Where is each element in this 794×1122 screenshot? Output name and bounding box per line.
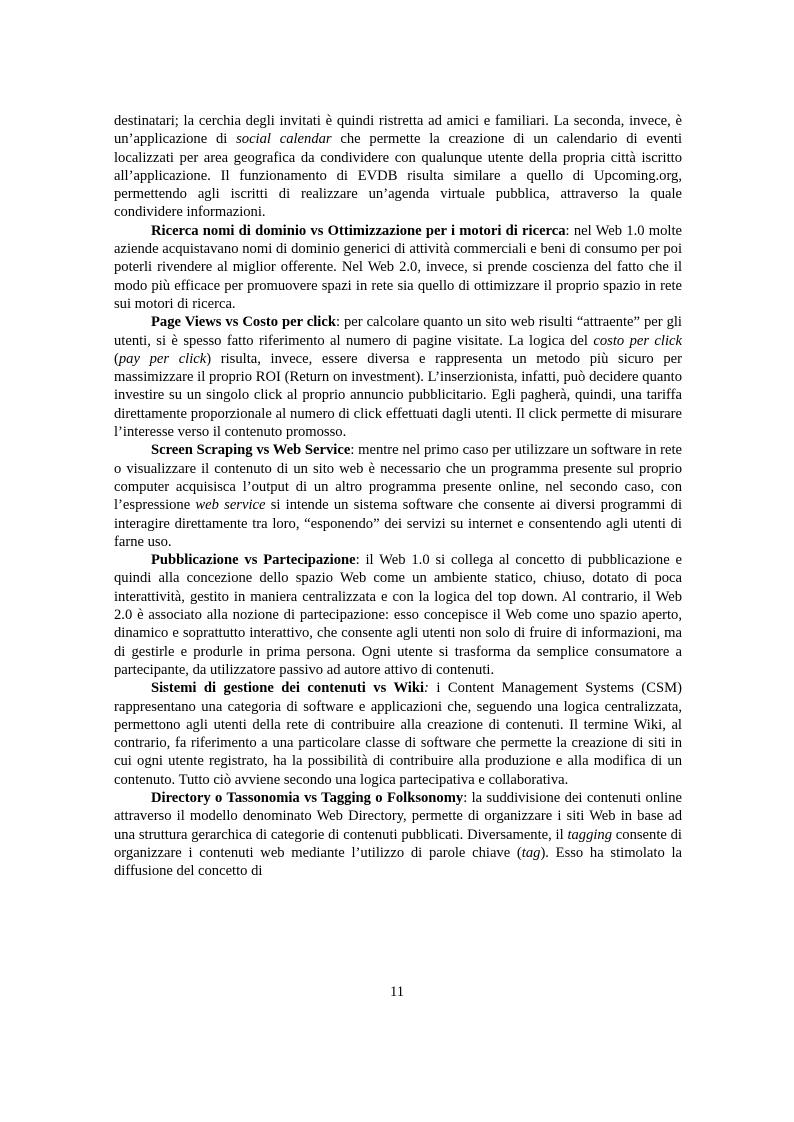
bold-heading-run: Screen Scraping vs Web Service	[151, 442, 351, 459]
text-run: si intende un sistema software che consente ai diversi programmi di interagire direttamente tra loro, “esponendo” dei servizi su internet e consentendo agli utenti di farne uso.	[114, 497, 682, 550]
text-run: : il Web 1.0 si collega al concetto di pubblicazione e quindi alla concezione dello spazio Web come un ambiente statico, chiuso, dotato di poca interattività, gestito in maniera centralizzata e con la logica del top down. Al contrario, il Web 2.0 è associato alla nozione di partecipazione: esso concepisce il Web come uno spazio aperto, dinamico e soprattutto interattivo, che consente agli utenti non solo di fruire di informazioni, ma di gestirle e produrle in prima persona. Ogni utente si trasforma da semplice consumatore a partecipante, da utilizzatore passivo ad autore attivo di contenuti.	[114, 552, 682, 678]
text-run: che permette la creazione di un calendario di eventi localizzati per area geografica da condividere con qualunque utente della propria città iscritto all’applicazione. Il funzionamento di EVDB risulta similare a quello di Upcoming.org, permettendo agli iscritti di realizzare un’agenda virtuale pubblica, attraverso la quale condividere informazioni.	[114, 131, 682, 221]
bold-heading-run: Page Views vs Costo per click	[151, 314, 336, 331]
text-run: i Content Management Systems (CSM) rappresentano una categoria di software e applicazioni che, seguendo una logica centralizzata, permettono agli utenti della rete di contribuire alla creazione di contenuti. Il termine Wiki, al contrario, fa riferimento a una particolare classe di software che permette la creazione di siti in cui ogni utente registrato, ha la possibilità di contribuire alla produzione e alla modifica di un contenuto. Tutto ciò avviene secondo una logica partecipativa e collaborativa.	[114, 680, 682, 788]
bold-heading-run: Sistemi di gestione dei contenuti vs Wiki	[151, 680, 425, 697]
italic-run: :	[424, 680, 429, 697]
text-run: (	[114, 350, 119, 367]
paragraph-scraping-vs-webservice	[114, 441, 682, 551]
document-body	[114, 112, 682, 880]
italic-run: tag	[521, 844, 541, 861]
italic-run: tagging	[567, 826, 613, 843]
paragraph-directory-vs-tagging	[114, 789, 682, 880]
text-run: : per calcolare quanto un sito web risulti “attraente” per gli utenti, si è spesso fatto riferimento al numero di pagine visitate. La logica del	[114, 314, 682, 349]
text-run: destinatari; la cerchia degli invitati è quindi ristretta ad amici e familiari. La seconda, invece, è un’applicazione di	[114, 113, 682, 148]
text-run: : nel Web 1.0 molte aziende acquistavano nomi di dominio generici di attività commerciali e beni di consumo per poi poterli rivendere al miglior offerente. Nel Web 2.0, invece, si prende coscienza del fatto che il modo più efficace per promuovere spazi in rete sia quello di ottimizzare il proprio spazio in rete sui motori di ricerca.	[114, 222, 682, 312]
text-run: : mentre nel primo caso per utilizzare un software in rete o visualizzare il contenuto di un sito web è necessario che un programma presente sul proprio computer acquisisca l’output di un altro programma presente online, nel secondo caso, con l’espressione	[114, 442, 682, 514]
text-run: ). Esso ha stimolato la diffusione del concetto di	[114, 844, 682, 880]
paragraph-evdb	[114, 112, 682, 222]
text-run: : la suddivisione dei contenuti online attraverso il modello denominato Web Directory, permette di organizzare i siti Web in base ad una struttura gerarchica di categorie di contenuti pubblicati. Diversamente, il	[114, 789, 682, 843]
text-run: consente di organizzare i contenuti web mediante l’utilizzo di parole chiave (	[114, 826, 682, 861]
text-run: ) risulta, invece, essere diversa e rappresenta un metodo più sicuro per massimizzare il proprio ROI (Return on investment). L’inserzionista, infatti, può decidere quanto investire su un singolo click al proprio annuncio pubblicitario. Egli pagherà, quindi, una tariffa direttamente proporzionale al numero di click effettuati dagli utenti. Il click permette di misurare l’interesse verso il contenuto promosso.	[114, 350, 682, 441]
bold-heading-run: Pubblicazione vs Partecipazione	[151, 552, 356, 569]
italic-run: costo per click	[593, 332, 682, 349]
paragraph-publication-vs-participation	[114, 551, 682, 679]
italic-run: web service	[195, 497, 266, 514]
bold-heading-run: Directory o Tassonomia vs Tagging o Folksonomy	[151, 789, 464, 806]
paragraph-cms-vs-wiki	[114, 679, 682, 789]
page-number: 11	[389, 984, 405, 1000]
paragraph-pageviews-vs-cpc	[114, 313, 682, 441]
paragraph-domain-vs-seo	[114, 222, 682, 313]
bold-heading-run: Ricerca nomi di dominio vs Ottimizzazione per i motori di ricerca	[151, 222, 566, 239]
italic-run: social calendar	[236, 131, 332, 148]
italic-run: pay per click	[118, 350, 207, 367]
